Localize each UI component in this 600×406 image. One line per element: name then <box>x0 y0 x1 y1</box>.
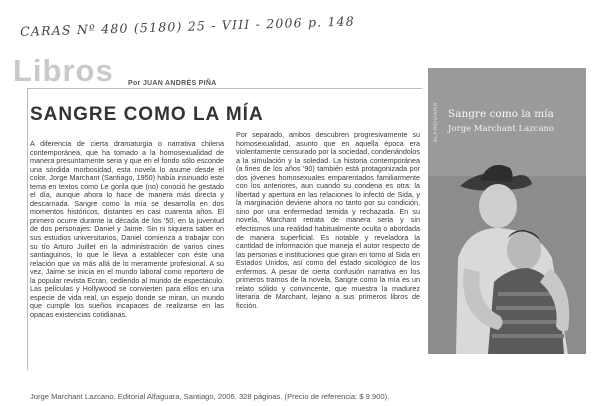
handwritten-source-note: CARAS Nº 480 (5180) 25 - VIII - 2006 p. 148 <box>19 13 356 39</box>
book-cover-image <box>428 68 586 354</box>
frame-rule-top <box>28 88 422 89</box>
cover-author: Jorge Marchant Lazcano <box>448 124 555 134</box>
cover-title: Sangre como la mía <box>448 108 554 120</box>
article-column-2 <box>236 131 420 310</box>
byline: Por JUAN ANDRÉS PIÑA <box>128 80 217 87</box>
column-1-text: A diferencia de cierta dramaturgia o narrativa chilena contemporánea, que ha tomado a la homosexualidad de manera presuntamente seria y que en el fondo sólo esconde una sórdida morbosidad, esta novela lo asume desde el color. Jorge Marchant (Santiago, 1950) había insinuado este tema en textos como Le gorila que (no) conoció he gestado el día, aunque ahora lo hace de manera más directa y descarnada. Sangre como la mía se desarrolla en dos momentos históricos, distantes en casi cuarenta años. El primero ocurre durante la década de los '50, en la juventud de dos personajes: Daniel y Jaime. Sin ni siquiera saber en sus estudios universitarios, Daniel comienza a trabajar con su tío Arturo Juillet en la administración de varios cines santiaguinos, lo que le lleva a establecer con éste una relación que va más allá de lo meramente profesional. A su vez, Jaime se inicia en el mundo laboral como reportero de la popular revista Ecran, cediendo al mundo de espectáculo. Las películas y Hollywood se convierten para ellos en una especie de vida real, un espejo donde se miran, un mundo que cumple los sueños incapaces de realizarse en las opacas existencias cotidianas. <box>30 139 224 319</box>
book-credit-line: Jorge Marchant Lazcano. Editorial Alfaguara, Santiago, 2006. 328 páginas. (Precio de referencia: $ 9.900). <box>30 392 390 401</box>
frame-rule-left <box>27 88 28 370</box>
publisher-logo: ALFAGUARA <box>433 102 439 143</box>
section-title: Libros <box>13 53 114 88</box>
cover-photo-illustration <box>428 68 586 354</box>
article-column-1 <box>30 140 224 319</box>
article-headline: SANGRE COMO LA MÍA <box>30 104 264 125</box>
column-2-text: Por separado, ambos descubren progresivamente su homosexualidad, asunto que en aquella época era violentamente censurado por la sociedad, condenándolos a la simulación y la soledad. La historia contemporánea (a fines de los años '90) también está protagonizada por dos jóvenes homosexuales emparentados familiarmente con los anteriores, aun cuando su condena es otra: la libertad y apertura en las relaciones lo infectó de Sida, y la marginación deviene ahora no tanto por su condición, sino por una enfermedad temida y rechazada. En su novela, Marchant retrata de manera seria y sin efectismos una realidad habitualmente oculta o abordada de manera superficial. Es notable y reveladora la cantidad de información que maneja el autor respecto de las personas e instituciones que giran en torno al Sida en Estados Unidos, así como del estado sicológico de los enfermos. A pesar de cierta confusión narrativa en los primeros tramos de la novela, Sangre como la mía es un relato sólido y convincente, que muestra la madurez literaria de Marchant, lejano a sus primeros libros de ficción. <box>236 130 420 310</box>
